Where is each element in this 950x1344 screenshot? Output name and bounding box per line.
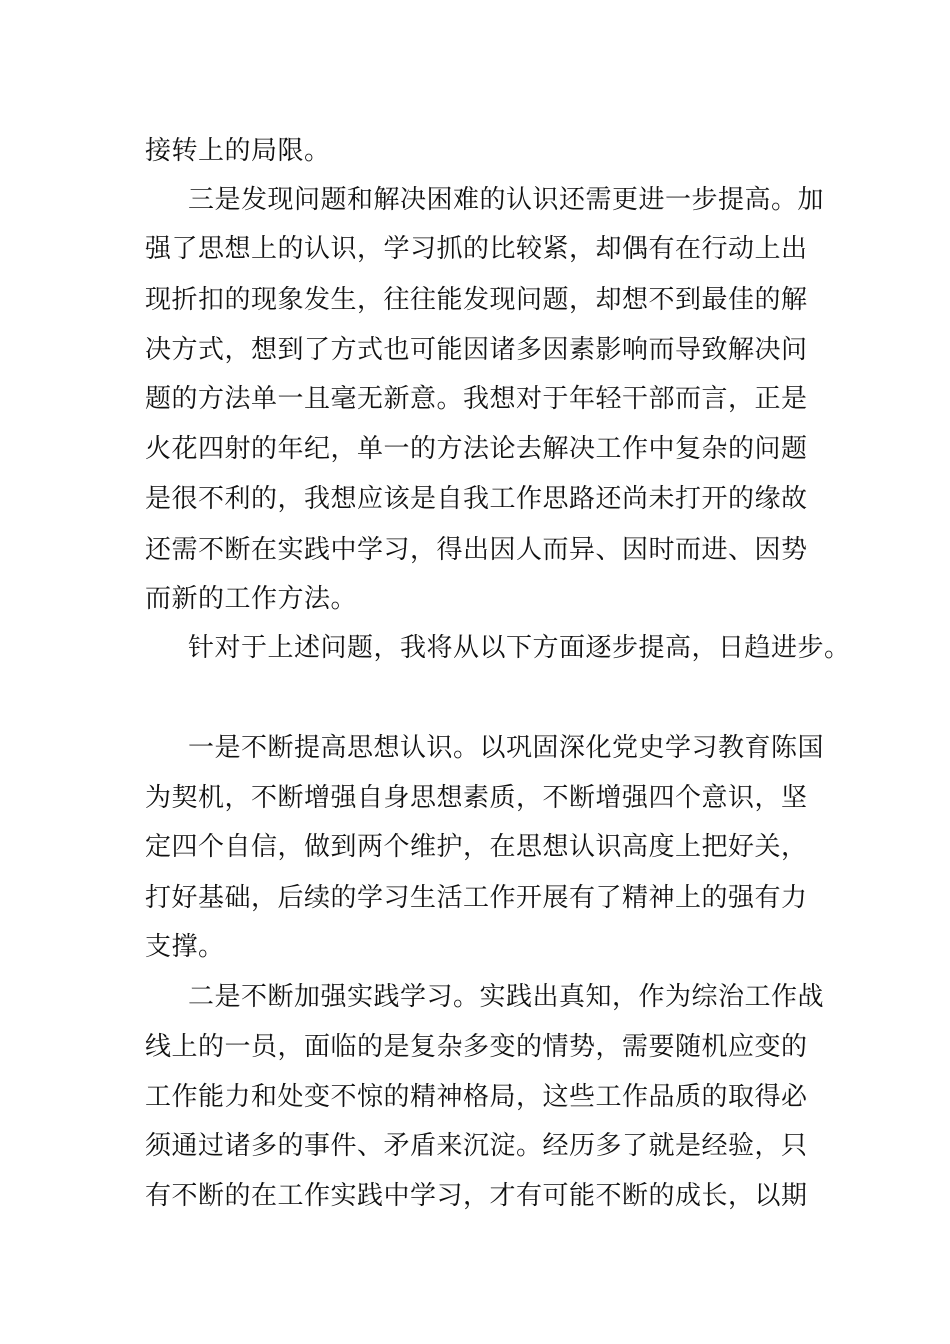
text-line: 二是不断加强实践学习。实践出真知，作为综治工作战 bbox=[188, 982, 825, 1012]
text-line: 题的方法单一且毫无新意。我想对于年轻干部而言，正是 bbox=[145, 384, 808, 414]
text-line: 是很不利的，我想应该是自我工作思路还尚未打开的缘故 bbox=[145, 484, 808, 514]
text-line: 火花四射的年纪，单一的方法论去解决工作中复杂的问题 bbox=[145, 434, 808, 464]
text-line: 强了思想上的认识，学习抓的比较紧，却偶有在行动上出 bbox=[145, 234, 808, 264]
text-line: 还需不断在实践中学习，得出因人而异、因时而进、因势 bbox=[145, 535, 808, 565]
text-line: 支撑。 bbox=[145, 932, 225, 962]
text-line: 须通过诸多的事件、矛盾来沉淀。经历多了就是经验，只 bbox=[145, 1131, 808, 1161]
text-line: 打好基础，后续的学习生活工作开展有了精神上的强有力 bbox=[145, 883, 808, 913]
text-line: 线上的一员，面临的是复杂多变的情势，需要随机应变的 bbox=[145, 1032, 808, 1062]
text-line: 现折扣的现象发生，往往能发现问题，却想不到最佳的解 bbox=[145, 285, 808, 315]
text-line: 决方式，想到了方式也可能因诸多因素影响而导致解决问 bbox=[145, 335, 808, 365]
text-line: 为契机，不断增强自身思想素质，不断增强四个意识，坚 bbox=[145, 783, 808, 813]
text-line: 而新的工作方法。 bbox=[145, 584, 358, 614]
text-line: 定四个自信，做到两个维护，在思想认识高度上把好关， bbox=[145, 832, 808, 862]
text-line: 有不断的在工作实践中学习，才有可能不断的成长，以期 bbox=[145, 1181, 808, 1211]
text-line: 接转上的局限。 bbox=[145, 136, 331, 166]
text-line: 三是发现问题和解决困难的认识还需更进一步提高。加 bbox=[188, 185, 825, 215]
text-line: 针对于上述问题，我将从以下方面逐步提高，日趋进步。 bbox=[188, 633, 851, 663]
text-line: 工作能力和处变不惊的精神格局，这些工作品质的取得必 bbox=[145, 1082, 808, 1112]
text-line: 一是不断提高思想认识。以巩固深化党史学习教育陈国 bbox=[188, 733, 825, 763]
